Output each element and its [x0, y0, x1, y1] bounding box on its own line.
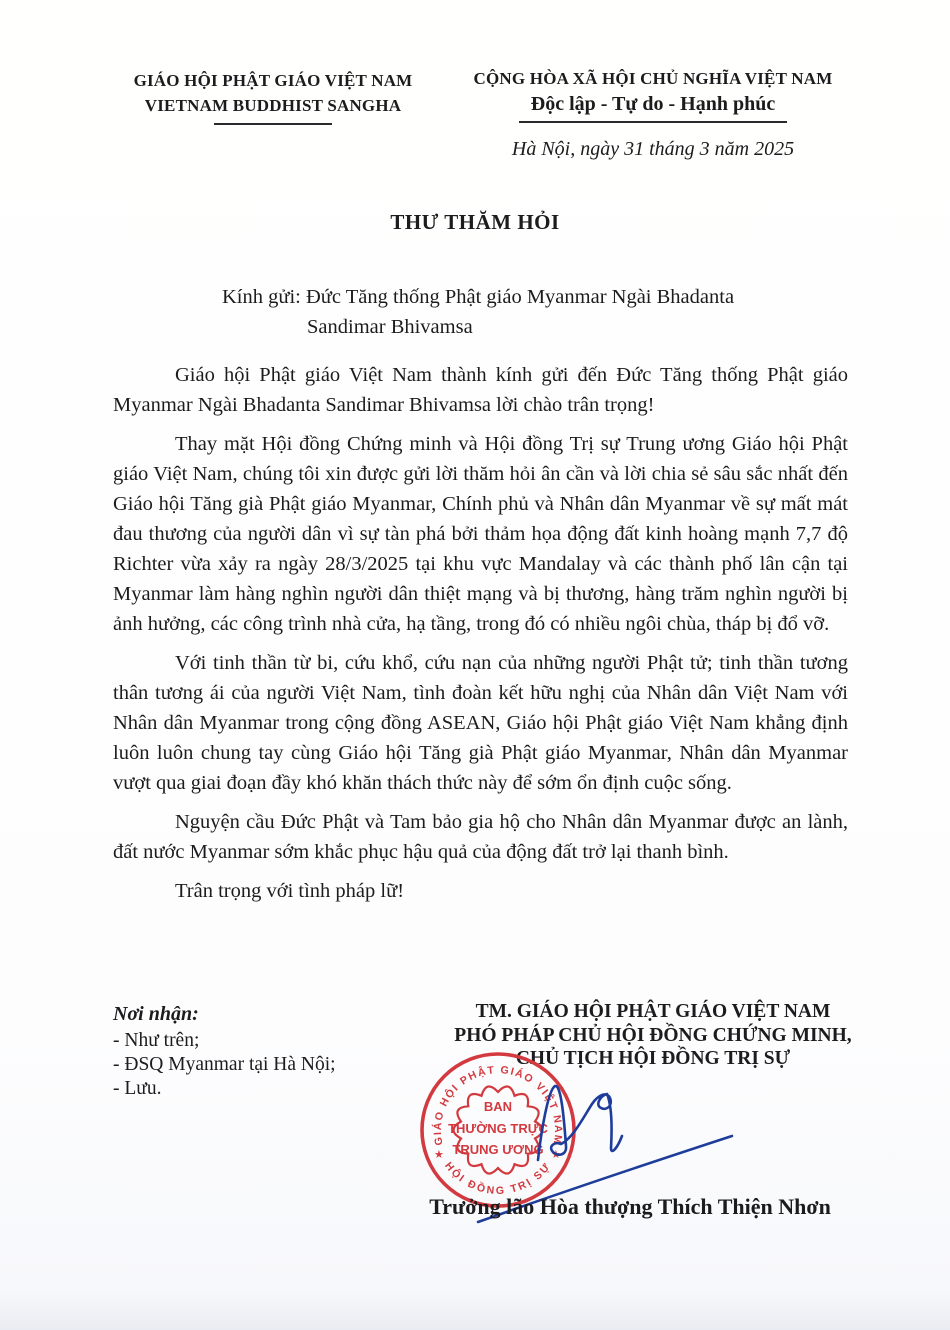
paragraph: Giáo hội Phật giáo Việt Nam thành kính gửi đến Đức Tăng thống Phật giáo Myanmar Ngài Bhadanta Sandimar Bhivamsa lời chào trân trọng! [113, 364, 848, 416]
letter-body [113, 360, 848, 915]
paragraph: Nguyện cầu Đức Phật và Tam bảo gia hộ cho Nhân dân Myanmar được an lành, đất nước Myanmar sớm khắc phục hậu quả của động đất trở lại thanh bình. [113, 811, 848, 863]
seal-ring-bottom-text: HỘI ĐỒNG TRỊ SỰ [442, 1159, 554, 1198]
national-header-rule [519, 121, 787, 123]
national-title: CỘNG HÒA XÃ HỘI CHỦ NGHĨA VIỆT NAM [473, 69, 833, 88]
recipient-item: - Như trên; [113, 1030, 200, 1051]
seal-center-line2: THƯỜNG TRỰC [448, 1121, 548, 1136]
recipients-label: Nơi nhận: [113, 1003, 199, 1025]
signature-role-line1: PHÓ PHÁP CHỦ HỘI ĐỒNG CHỨNG MINH, [454, 1024, 852, 1046]
seal-star-right-icon: ★ [551, 1149, 561, 1161]
national-motto: Độc lập - Tự do - Hạnh phúc [530, 93, 776, 115]
salutation [222, 282, 822, 342]
salutation-line2: Sandimar Bhivamsa [307, 316, 473, 338]
org-header [108, 68, 438, 125]
seal-star-left-icon: ★ [434, 1149, 444, 1161]
org-name-vietnamese: GIÁO HỘI PHẬT GIÁO VIỆT NAM [133, 71, 413, 90]
salutation-line1: Kính gửi: Đức Tăng thống Phật giáo Myanmar Ngài Bhadanta [222, 286, 735, 308]
signature-role-line2: CHỦ TỊCH HỘI ĐỒNG TRỊ SỰ [515, 1048, 791, 1069]
document-title: THƯ THĂM HỎI [390, 210, 560, 234]
signature-on-behalf: TM. GIÁO HỘI PHẬT GIÁO VIỆT NAM [475, 1001, 831, 1022]
seal-center-line1: BAN [483, 1099, 513, 1114]
org-name-english: VIETNAM BUDDHIST SANGHA [144, 96, 402, 115]
recipient-item: - ĐSQ Myanmar tại Hà Nội; [113, 1054, 336, 1075]
signer-name: Trưởng lão Hòa thượng Thích Thiện Nhơn [429, 1194, 831, 1219]
place-date-line: Hà Nội, ngày 31 tháng 3 năm 2025 [511, 138, 795, 160]
paragraph: Thay mặt Hội đồng Chứng minh và Hội đồng Trị sự Trung ương Giáo hội Phật giáo Việt Nam, chúng tôi xin được gửi lời thăm hỏi ân cần và lời chia sẻ sâu sắc nhất đến Giáo hội Tăng già Phật giáo Myanmar, Chính phủ và Nhân dân Myanmar về sự mất mát đau thương của người dân vì sự tàn phá bởi thảm họa động đất kinh hoàng mạnh 7,7 độ Richter vừa xảy ra ngày 28/3/2025 tại khu vực Mandalay và các thành phố lân cận tại Myanmar làm hàng nghìn người dân thiệt mạng và bị thương, hàng trăm nghìn người bị ảnh hưởng, các công trình nhà cửa, hạ tầng, trong đó có nhiều ngôi chùa, tháp bị đổ vỡ. [113, 433, 848, 635]
seal-ring-top-text: GIÁO HỘI PHẬT GIÁO VIỆT NAM [431, 1064, 565, 1147]
national-header [448, 66, 858, 123]
closing-line: Trân trọng với tình pháp lữ! [175, 880, 405, 902]
recipients-block [113, 1002, 413, 1101]
seal-center-line3: TRUNG ƯƠNG [452, 1142, 544, 1157]
paragraph: Với tinh thần từ bi, cứu khổ, cứu nạn của những người Phật tử; tinh thần tương thân tương ái của người Việt Nam, tình đoàn kết hữu nghị của Nhân dân Việt Nam với Nhân dân Myanmar trong cộng đồng ASEAN, Giáo hội Phật giáo Việt Nam khẳng định luôn luôn chung tay cùng Giáo hội Tăng già Phật giáo Myanmar, Nhân dân Myanmar vượt qua giai đoạn đầy khó khăn thách thức này để sớm ổn định cuộc sống. [113, 652, 848, 794]
org-header-rule [214, 123, 332, 125]
recipient-item: - Lưu. [113, 1078, 162, 1099]
